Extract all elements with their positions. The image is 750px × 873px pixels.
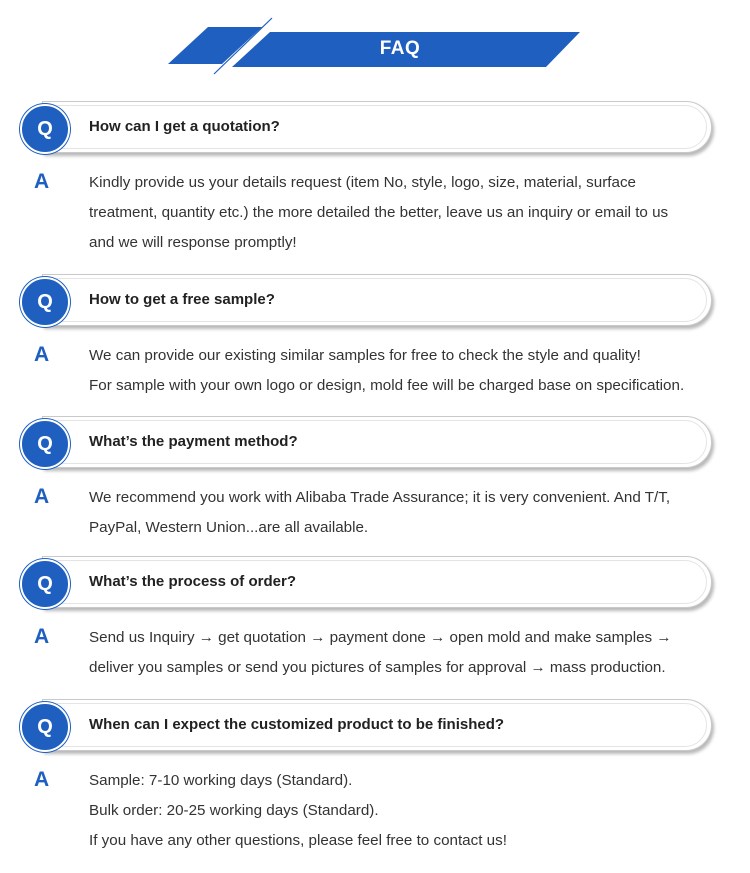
- answer-text: [89, 766, 739, 856]
- question-text: When can I expect the customized product to be finished?: [89, 716, 505, 733]
- question-badge: Q: [20, 559, 70, 609]
- answer-badge: A: [34, 485, 50, 508]
- answer-line: treatment, quantity etc.) the more detailed the better, leave us an inquiry or email to us: [89, 204, 669, 221]
- answer-line: If you have any other questions, please feel free to contact us!: [89, 832, 507, 849]
- answer-line: Sample: 7-10 working days (Standard).: [89, 772, 353, 789]
- answer-text: [89, 623, 739, 683]
- question-text: What’s the process of order?: [89, 573, 296, 590]
- answer-line: Send us Inquiry → get quotation → payment done → open mold and make samples →: [89, 629, 672, 646]
- answer-text: [89, 341, 739, 401]
- question-text: What’s the payment method?: [89, 433, 298, 450]
- question-text: How can I get a quotation?: [89, 118, 280, 135]
- question-badge: Q: [20, 104, 70, 154]
- answer-line: deliver you samples or send you pictures of samples for approval → mass production.: [89, 659, 666, 676]
- answer-line: We can provide our existing similar samples for free to check the style and quality!: [89, 347, 641, 364]
- answer-badge: A: [34, 768, 50, 791]
- question-text: How to get a free sample?: [89, 291, 275, 308]
- answer-line: Kindly provide us your details request (item No, style, logo, size, material, surface: [89, 174, 636, 191]
- question-badge: Q: [20, 702, 70, 752]
- answer-badge: A: [34, 625, 50, 648]
- answer-line: Bulk order: 20-25 working days (Standard).: [89, 802, 379, 819]
- page-title: FAQ: [379, 38, 421, 59]
- answer-line: For sample with your own logo or design, mold fee will be charged base on specification.: [89, 377, 685, 394]
- answer-badge: A: [34, 170, 50, 193]
- answer-line: We recommend you work with Alibaba Trade Assurance; it is very convenient. And T/T,: [89, 489, 671, 506]
- answer-badge: A: [34, 343, 50, 366]
- answer-text: [89, 168, 739, 258]
- answer-line: PayPal, Western Union...are all available.: [89, 519, 369, 536]
- question-badge: Q: [20, 277, 70, 327]
- answer-text: [89, 483, 739, 543]
- answer-line: and we will response promptly!: [89, 234, 297, 251]
- question-badge: Q: [20, 419, 70, 469]
